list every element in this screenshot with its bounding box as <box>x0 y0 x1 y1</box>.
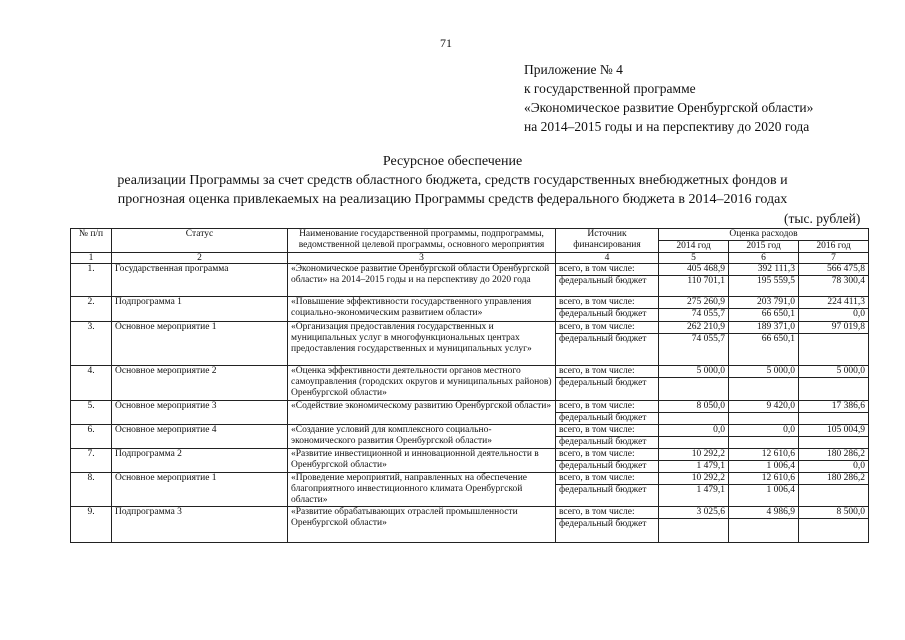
row-value-y2016 <box>799 297 869 322</box>
source-total: всего, в том числе: <box>556 264 658 276</box>
source-federal: федеральный бюджет <box>559 276 647 287</box>
header-2015: 2015 год <box>729 240 799 252</box>
value-federal: 1 479,1 <box>696 461 725 472</box>
row-value-y2015 <box>729 506 799 542</box>
value-federal <box>732 413 795 424</box>
value-federal <box>732 378 795 389</box>
row-sources <box>556 322 659 366</box>
column-number: 7 <box>799 252 869 264</box>
row-sources <box>556 449 659 473</box>
row-number: 9. <box>71 506 112 542</box>
value-total: 392 111,3 <box>729 264 798 276</box>
row-value-y2016 <box>799 366 869 401</box>
row-program-name: «Организация предоставления государственных и муниципальных услуг в многофункциональных центрах предоставления государственных и муниципальных услуг» <box>288 322 556 366</box>
row-number: 7. <box>71 449 112 473</box>
appendix-line: Приложение № 4 <box>524 62 623 77</box>
row-number: 4. <box>71 366 112 401</box>
row-status: Основное мероприятие 3 <box>112 401 288 425</box>
row-value-y2014 <box>659 449 729 473</box>
row-value-y2016 <box>799 506 869 542</box>
title-line: реализации Программы за счет средств областного бюджета, средств государственных внебюджетных фондов и <box>117 173 788 188</box>
row-number: 5. <box>71 401 112 425</box>
appendix-line: к государственной программе <box>524 81 696 96</box>
table-row <box>71 401 869 425</box>
column-numbers-row <box>71 252 869 264</box>
table-row <box>71 449 869 473</box>
column-number: 3 <box>288 252 556 264</box>
row-status: Основное мероприятие 1 <box>112 322 288 366</box>
value-total: 566 475,8 <box>799 264 868 276</box>
value-federal: 1 006,4 <box>766 485 795 496</box>
row-sources <box>556 425 659 449</box>
value-federal <box>802 485 865 496</box>
value-federal: 195 559,5 <box>757 276 795 287</box>
value-federal: 66 650,1 <box>761 309 795 320</box>
appendix-line: «Экономическое развитие Оренбургской области» <box>524 100 814 115</box>
value-total: 224 411,3 <box>799 297 868 309</box>
value-total: 10 292,2 <box>659 473 728 485</box>
row-status: Государственная программа <box>112 264 288 297</box>
source-total: всего, в том числе: <box>556 366 658 378</box>
row-status: Основное мероприятие 2 <box>112 366 288 401</box>
row-value-y2015 <box>729 322 799 366</box>
page-number: 71 <box>440 36 452 50</box>
row-program-name: «Оценка эффективности деятельности органов местного самоуправления (городских округов и муниципальных районов) Оренбургской области» <box>288 366 556 401</box>
value-total: 5 000,0 <box>729 366 798 378</box>
row-status: Подпрограмма 2 <box>112 449 288 473</box>
value-total: 262 210,9 <box>659 322 728 334</box>
value-federal <box>662 413 725 424</box>
row-value-y2016 <box>799 322 869 366</box>
table-row <box>71 425 869 449</box>
value-federal: 1 006,4 <box>766 461 795 472</box>
row-sources <box>556 366 659 401</box>
row-sources <box>556 264 659 297</box>
row-program-name: «Экономическое развитие Оренбургской области Оренбургской области» на 2014–2015 годы и на перспективу до 2020 года <box>288 264 556 297</box>
source-federal: федеральный бюджет <box>559 413 647 424</box>
value-federal: 74 055,7 <box>691 309 725 320</box>
source-total: всего, в том числе: <box>556 507 658 519</box>
row-sources <box>556 473 659 506</box>
value-total: 180 286,2 <box>799 473 868 485</box>
table-row <box>71 366 869 401</box>
title-line: Ресурсное обеспечение <box>382 154 523 169</box>
value-total: 275 260,9 <box>659 297 728 309</box>
source-total: всего, в том числе: <box>556 297 658 309</box>
value-total: 203 791,0 <box>729 297 798 309</box>
row-number: 6. <box>71 425 112 449</box>
row-status: Основное мероприятие 4 <box>112 425 288 449</box>
value-federal <box>732 437 795 448</box>
header-estimate: Оценка расходов <box>659 229 869 241</box>
row-value-y2014 <box>659 297 729 322</box>
value-total: 12 610,6 <box>729 449 798 461</box>
value-total: 8 050,0 <box>659 401 728 413</box>
row-value-y2016 <box>799 264 869 297</box>
header-2016: 2016 год <box>799 240 869 252</box>
row-sources <box>556 401 659 425</box>
source-total: всего, в том числе: <box>556 473 658 485</box>
row-value-y2015 <box>729 449 799 473</box>
row-sources <box>556 506 659 542</box>
value-federal <box>802 519 865 530</box>
value-federal: 74 055,7 <box>691 334 725 345</box>
header-num: № п/п <box>71 229 112 253</box>
row-number: 1. <box>71 264 112 297</box>
row-sources <box>556 297 659 322</box>
source-total: всего, в том числе: <box>556 449 658 461</box>
header-2014: 2014 год <box>659 240 729 252</box>
column-number: 2 <box>112 252 288 264</box>
row-value-y2014 <box>659 506 729 542</box>
row-number: 8. <box>71 473 112 506</box>
source-federal: федеральный бюджет <box>559 518 647 529</box>
row-value-y2016 <box>799 449 869 473</box>
row-value-y2014 <box>659 401 729 425</box>
value-total: 180 286,2 <box>799 449 868 461</box>
row-program-name: «Развитие инвестиционной и инновационной деятельности в Оренбургской области» <box>288 449 556 473</box>
table-row <box>71 473 869 506</box>
row-value-y2014 <box>659 473 729 506</box>
units-label: (тыс. рублей) <box>784 211 861 226</box>
resources-table <box>70 228 869 543</box>
table-row <box>71 297 869 322</box>
value-federal: 0,0 <box>853 461 865 472</box>
row-value-y2015 <box>729 473 799 506</box>
value-total: 0,0 <box>729 425 798 437</box>
row-number: 3. <box>71 322 112 366</box>
value-total: 189 371,0 <box>729 322 798 334</box>
appendix-line: на 2014–2015 годы и на перспективу до 2020 года <box>524 119 810 134</box>
row-value-y2016 <box>799 425 869 449</box>
row-value-y2016 <box>799 473 869 506</box>
value-federal <box>802 378 865 389</box>
header-source: Источник финансирования <box>556 229 659 253</box>
row-program-name: «Содействие экономическому развитию Оренбургской области» <box>288 401 556 425</box>
value-federal <box>662 437 725 448</box>
appendix-block <box>524 60 813 136</box>
value-total: 105 004,9 <box>799 425 868 437</box>
value-federal <box>802 334 865 345</box>
row-program-name: «Создание условий для комплексного социально-экономического развития Оренбургской области» <box>288 425 556 449</box>
row-status: Подпрограмма 3 <box>112 506 288 542</box>
value-federal: 0,0 <box>853 309 865 320</box>
value-total: 97 019,8 <box>799 322 868 334</box>
value-federal <box>662 378 725 389</box>
source-total: всего, в том числе: <box>556 401 658 413</box>
table-row <box>71 322 869 366</box>
value-total: 9 420,0 <box>729 401 798 413</box>
value-total: 12 610,6 <box>729 473 798 485</box>
table-row <box>71 506 869 542</box>
value-federal <box>802 413 865 424</box>
header-status: Статус <box>112 229 288 253</box>
row-number: 2. <box>71 297 112 322</box>
value-federal <box>802 437 865 448</box>
value-total: 10 292,2 <box>659 449 728 461</box>
value-total: 5 000,0 <box>799 366 868 378</box>
source-federal: федеральный бюджет <box>559 334 647 345</box>
column-number: 4 <box>556 252 659 264</box>
row-value-y2015 <box>729 401 799 425</box>
header-name: Наименование государственной программы, подпрограммы, ведомственной целевой программы, основного мероприятия <box>288 229 556 253</box>
value-federal: 78 300,4 <box>831 276 865 287</box>
source-federal: федеральный бюджет <box>559 437 647 448</box>
column-number: 1 <box>71 252 112 264</box>
source-federal: федеральный бюджет <box>559 461 647 472</box>
value-total: 3 025,6 <box>659 507 728 519</box>
row-program-name: «Развитие обрабатывающих отраслей промышленности Оренбургской области» <box>288 506 556 542</box>
column-number: 6 <box>729 252 799 264</box>
row-value-y2015 <box>729 366 799 401</box>
value-total: 405 468,9 <box>659 264 728 276</box>
table-body <box>71 264 869 542</box>
value-federal: 1 479,1 <box>696 485 725 496</box>
source-federal: федеральный бюджет <box>559 309 647 320</box>
table-row <box>71 264 869 297</box>
row-value-y2015 <box>729 297 799 322</box>
row-program-name: «Повышение эффективности государственного управления социально-экономическим развитием области» <box>288 297 556 322</box>
row-status: Подпрограмма 1 <box>112 297 288 322</box>
value-total: 17 386,6 <box>799 401 868 413</box>
row-value-y2014 <box>659 322 729 366</box>
column-number: 5 <box>659 252 729 264</box>
value-federal <box>732 519 795 530</box>
row-value-y2015 <box>729 264 799 297</box>
value-federal <box>662 519 725 530</box>
row-value-y2014 <box>659 264 729 297</box>
value-total: 8 500,0 <box>799 507 868 519</box>
row-value-y2015 <box>729 425 799 449</box>
row-value-y2014 <box>659 425 729 449</box>
row-value-y2014 <box>659 366 729 401</box>
value-federal: 66 650,1 <box>761 334 795 345</box>
row-value-y2016 <box>799 401 869 425</box>
source-total: всего, в том числе: <box>556 322 658 334</box>
value-total: 5 000,0 <box>659 366 728 378</box>
source-total: всего, в том числе: <box>556 425 658 437</box>
document-title <box>0 152 905 209</box>
source-federal: федеральный бюджет <box>559 485 647 496</box>
source-federal: федеральный бюджет <box>559 378 647 389</box>
title-line: прогнозная оценка привлекаемых на реализацию Программы средств федерального бюджета в 2014–2016 годах <box>117 192 788 207</box>
value-total: 4 986,9 <box>729 507 798 519</box>
value-total: 0,0 <box>659 425 728 437</box>
value-federal: 110 701,1 <box>687 276 725 287</box>
row-status: Основное мероприятие 1 <box>112 473 288 506</box>
row-program-name: «Проведение мероприятий, направленных на обеспечение благоприятного инвестиционного климата Оренбургской области» <box>288 473 556 506</box>
